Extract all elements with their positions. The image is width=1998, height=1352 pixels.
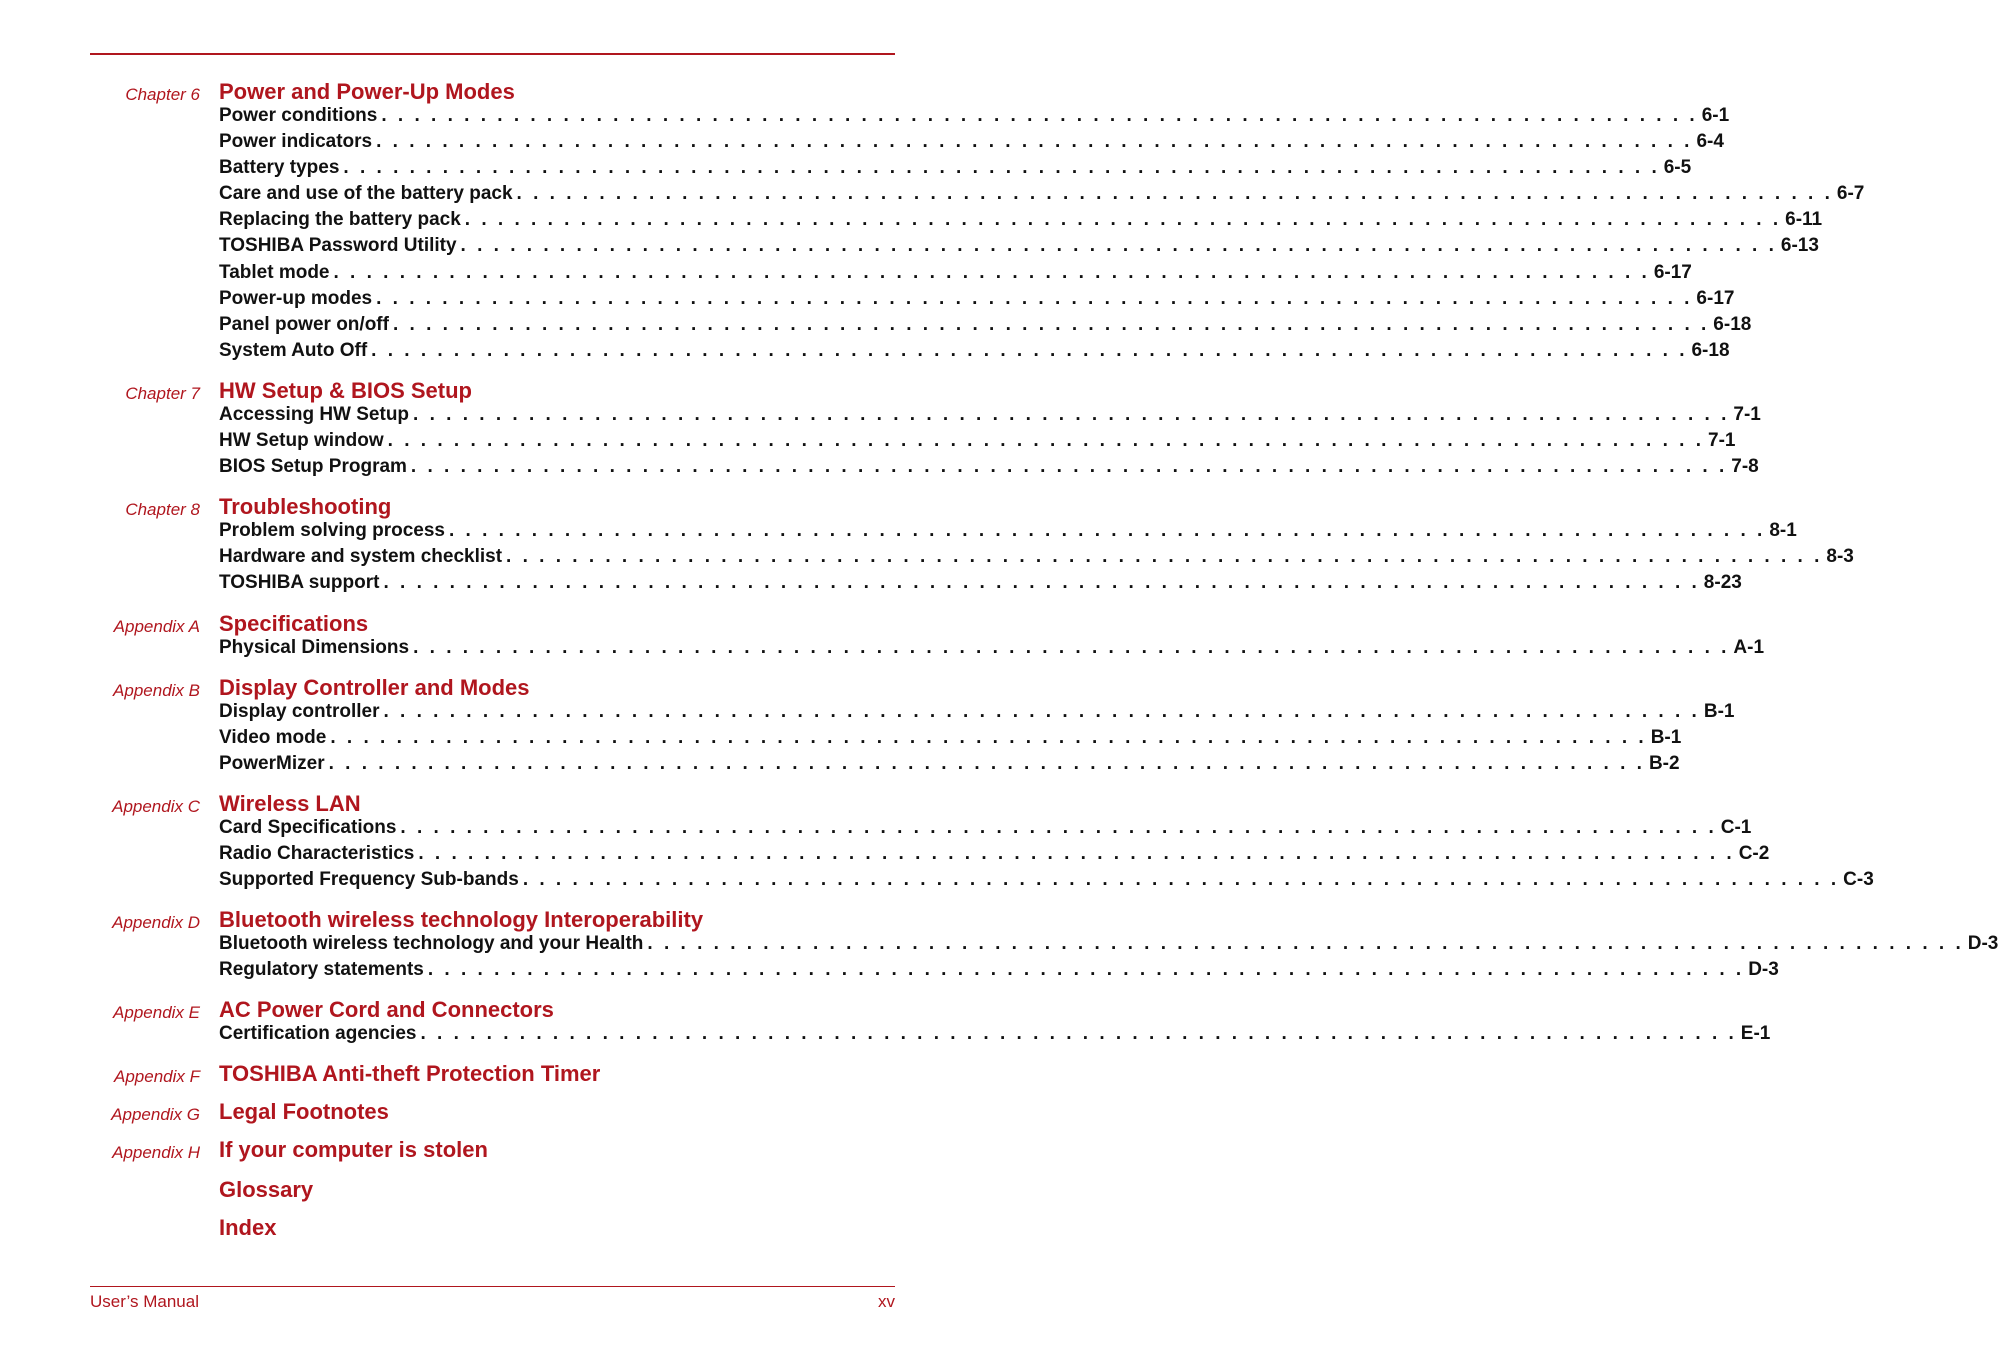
entry-title: TOSHIBA support — [219, 572, 380, 594]
toc-entry[interactable] — [219, 313, 1752, 340]
section-title-link[interactable]: Bluetooth wireless technology Interoperability — [219, 907, 704, 933]
section-heading — [0, 907, 954, 933]
toc-section — [0, 610, 1765, 663]
entry-title: Radio Characteristics — [219, 842, 415, 864]
section-title-link[interactable]: Troubleshooting — [219, 494, 392, 520]
dot-leader: . . . . . . . . . . . . . . . . . . . . . . . . . . . . . . . . . . . . . . . . . . . . . . . . . . . . . . . . . . . . . . . . . . . . . . . . . . . . . . . . — [371, 339, 1688, 361]
entry-title: Panel power on/off — [219, 313, 389, 335]
entry-title: Accessing HW Setup — [219, 403, 410, 425]
entry-title: Video mode — [219, 726, 327, 748]
section-label: Appendix B — [113, 680, 200, 700]
section-heading — [0, 378, 954, 404]
toc-entry[interactable] — [219, 403, 1761, 430]
dot-leader: . . . . . . . . . . . . . . . . . . . . . . . . . . . . . . . . . . . . . . . . . . . . . . . . . . . . . . . . . . . . . . . . . . . . . . . . . . . . . . . . — [647, 933, 1964, 955]
section-heading — [0, 1137, 954, 1163]
toc-entry[interactable] — [219, 430, 1736, 456]
dot-leader: . . . . . . . . . . . . . . . . . . . . . . . . . . . . . . . . . . . . . . . . . . . . . . . . . . . . . . . . . . . . . . . . . . . . . . . . . . . . . . . . — [413, 636, 1730, 658]
entry-title: Battery types — [219, 157, 340, 179]
entry-page-number: 6-1 — [1701, 105, 1730, 126]
entry-page-number: 6-18 — [1713, 313, 1752, 335]
entry-title: BIOS Setup Program — [219, 456, 407, 478]
entry-page-number: D-3 — [1748, 959, 1779, 981]
toc-entry[interactable] — [219, 933, 1998, 959]
toc-entry[interactable] — [219, 572, 1742, 598]
entry-page-number: B-1 — [1703, 700, 1735, 722]
entry-title: Display controller — [219, 700, 380, 722]
toc-entry[interactable] — [219, 261, 1692, 288]
entry-page-number: 8-1 — [1769, 520, 1797, 542]
section-title-link[interactable]: TOSHIBA Anti-theft Protection Timer — [219, 1061, 601, 1087]
dot-leader: . . . . . . . . . . . . . . . . . . . . . . . . . . . . . . . . . . . . . . . . . . . . . . . . . . . . . . . . . . . . . . . . . . . . . . . . . . . . . . . . — [420, 1023, 1737, 1045]
dot-leader: . . . . . . . . . . . . . . . . . . . . . . . . . . . . . . . . . . . . . . . . . . . . . . . . . . . . . . . . . . . . . . . . . . . . . . . . . . . . . . . . — [376, 287, 1693, 309]
section-heading — [0, 1099, 954, 1125]
toc-entry[interactable] — [219, 339, 1730, 366]
section-label: Chapter 8 — [125, 500, 200, 520]
toc-section — [0, 79, 1865, 366]
dot-leader: . . . . . . . . . . . . . . . . . . . . . . . . . . . . . . . . . . . . . . . . . . . . . . . . . . . . . . . . . . . . . . . . . . . . . . . . . . . . . . . . — [376, 131, 1693, 153]
section-title-link[interactable]: Wireless LAN — [219, 790, 361, 816]
dot-leader: . . . . . . . . . . . . . . . . . . . . . . . . . . . . . . . . . . . . . . . . . . . . . . . . . . . . . . . . . . . . . . . . . . . . . . . . . . . . . . . . — [418, 842, 1735, 864]
section-heading — [0, 1215, 954, 1241]
section-heading — [0, 1177, 954, 1203]
dot-leader: . . . . . . . . . . . . . . . . . . . . . . . . . . . . . . . . . . . . . . . . . . . . . . . . . . . . . . . . . . . . . . . . . . . . . . . . . . . . . . . . — [506, 546, 1823, 568]
dot-leader: . . . . . . . . . . . . . . . . . . . . . . . . . . . . . . . . . . . . . . . . . . . . . . . . . . . . . . . . . . . . . . . . . . . . . . . . . . . . . . . . — [328, 752, 1645, 774]
entry-page-number: E-1 — [1740, 1023, 1771, 1045]
dot-leader: . . . . . . . . . . . . . . . . . . . . . . . . . . . . . . . . . . . . . . . . . . . . . . . . . . . . . . . . . . . . . . . . . . . . . . . . . . . . . . . . — [464, 209, 1782, 231]
section-title-link[interactable]: Display Controller and Modes — [219, 674, 530, 700]
footer-page-number: xv — [878, 1292, 895, 1311]
entry-title: Certification agencies — [219, 1023, 417, 1045]
section-heading — [0, 675, 954, 701]
section-title-link[interactable]: Glossary — [219, 1177, 314, 1203]
section-label: Appendix F — [114, 1067, 200, 1087]
dot-leader: . . . . . . . . . . . . . . . . . . . . . . . . . . . . . . . . . . . . . . . . . . . . . . . . . . . . . . . . . . . . . . . . . . . . . . . . . . . . . . . . — [413, 403, 1730, 425]
section-title-link[interactable]: AC Power Cord and Connectors — [219, 997, 554, 1023]
section-label: Chapter 6 — [125, 85, 200, 104]
dot-leader: . . . . . . . . . . . . . . . . . . . . . . . . . . . . . . . . . . . . . . . . . . . . . . . . . . . . . . . . . . . . . . . . . . . . . . . . . . . . . . . . — [330, 726, 1647, 748]
entry-page-number: C-3 — [1843, 869, 1874, 891]
entry-page-number: 7-8 — [1731, 456, 1759, 478]
section-heading — [0, 611, 954, 637]
entry-page-number: C-2 — [1738, 842, 1770, 864]
dot-leader: . . . . . . . . . . . . . . . . . . . . . . . . . . . . . . . . . . . . . . . . . . . . . . . . . . . . . . . . . . . . . . . . . . . . . . . . . . . . . . . . — [410, 456, 1728, 478]
toc-section — [0, 494, 1854, 598]
section-title-link[interactable]: Specifications — [219, 610, 369, 636]
toc-entry[interactable] — [219, 456, 1759, 482]
entry-page-number: B-2 — [1648, 752, 1680, 774]
dot-leader: . . . . . . . . . . . . . . . . . . . . . . . . . . . . . . . . . . . . . . . . . . . . . . . . . . . . . . . . . . . . . . . . . . . . . . . . . . . . . . . . — [516, 183, 1833, 205]
section-heading — [0, 1061, 954, 1087]
toc-section — [0, 674, 1735, 779]
toc-entry[interactable] — [219, 959, 1779, 985]
toc-entry[interactable] — [219, 287, 1735, 314]
dot-leader: . . . . . . . . . . . . . . . . . . . . . . . . . . . . . . . . . . . . . . . . . . . . . . . . . . . . . . . . . . . . . . . . . . . . . . . . . . . . . . . . — [333, 261, 1650, 283]
entry-title: Bluetooth wireless technology and your Health — [219, 933, 644, 955]
section-title-link[interactable]: Index — [219, 1215, 277, 1241]
toc-section — [0, 377, 1761, 482]
toc-entry[interactable] — [219, 700, 1735, 727]
section-label: Appendix A — [113, 616, 200, 636]
entry-page-number: 6-18 — [1691, 339, 1730, 361]
table-of-contents — [0, 79, 1998, 1253]
entry-page-number: B-1 — [1650, 726, 1682, 748]
entry-title: Replacing the battery pack — [219, 209, 461, 231]
dot-leader: . . . . . . . . . . . . . . . . . . . . . . . . . . . . . . . . . . . . . . . . . . . . . . . . . . . . . . . . . . . . . . . . . . . . . . . . . . . . . . . . — [387, 430, 1704, 452]
entry-page-number: A-1 — [1733, 636, 1765, 658]
entry-page-number: 6-11 — [1785, 209, 1823, 231]
footer-rule — [90, 1286, 895, 1287]
entry-title: Card Specifications — [219, 816, 397, 838]
toc-section — [0, 1137, 954, 1163]
entry-title: Problem solving process — [219, 520, 445, 542]
section-label: Chapter 7 — [125, 383, 200, 403]
entry-page-number: 7-1 — [1733, 403, 1761, 425]
entry-title: Care and use of the battery pack — [219, 183, 513, 205]
dot-leader: . . . . . . . . . . . . . . . . . . . . . . . . . . . . . . . . . . . . . . . . . . . . . . . . . . . . . . . . . . . . . . . . . . . . . . . . . . . . . . . . — [343, 157, 1660, 179]
toc-entry[interactable] — [219, 869, 1874, 895]
entry-title: PowerMizer — [219, 752, 325, 774]
entry-title: Supported Frequency Sub-bands — [219, 869, 519, 891]
entry-page-number: 6-13 — [1780, 235, 1819, 257]
entry-page-number: 6-4 — [1696, 131, 1724, 153]
section-label: Appendix C — [112, 796, 200, 816]
entry-page-number: 7-1 — [1708, 430, 1736, 452]
dot-leader: . . . . . . . . . . . . . . . . . . . . . . . . . . . . . . . . . . . . . . . . . . . . . . . . . . . . . . . . . . . . . . . . . . . . . . . . . . . . . . . . — [383, 572, 1700, 594]
section-heading — [0, 79, 954, 105]
entry-title: Tablet mode — [219, 261, 330, 283]
toc-entry[interactable] — [219, 1023, 1771, 1049]
entry-page-number: 6-17 — [1653, 261, 1692, 283]
section-heading — [0, 494, 954, 520]
entry-title: Power conditions — [219, 105, 378, 126]
section-label: Appendix E — [113, 1003, 200, 1023]
section-heading — [0, 997, 954, 1023]
toc-section — [0, 1177, 954, 1203]
toc-entry[interactable] — [219, 520, 1797, 546]
entry-title: Regulatory statements — [219, 959, 424, 981]
entry-page-number: 6-5 — [1663, 157, 1692, 179]
footer-manual-title: User’s Manual — [90, 1292, 199, 1311]
entry-page-number: 8-23 — [1703, 572, 1742, 594]
entry-title: Hardware and system checklist — [219, 546, 503, 568]
toc-entry[interactable] — [219, 726, 1682, 753]
entry-title: TOSHIBA Password Utility — [219, 235, 457, 257]
toc-section — [0, 790, 1874, 895]
toc-section — [0, 1215, 954, 1241]
section-title-link[interactable]: Legal Footnotes — [219, 1099, 389, 1125]
dot-leader: . . . . . . . . . . . . . . . . . . . . . . . . . . . . . . . . . . . . . . . . . . . . . . . . . . . . . . . . . . . . . . . . . . . . . . . . . . . . . . . . — [392, 313, 1710, 335]
toc-entry[interactable] — [219, 752, 1680, 779]
entry-title: Power-up modes — [219, 287, 373, 309]
toc-entry[interactable] — [219, 209, 1823, 235]
toc-section — [0, 997, 1771, 1049]
toc-entry[interactable] — [219, 157, 1692, 183]
entry-page-number: 6-17 — [1696, 287, 1735, 309]
section-label: Appendix G — [111, 1105, 200, 1125]
toc-entry[interactable] — [219, 842, 1770, 869]
entry-page-number: D-3 — [1967, 933, 1998, 955]
toc-entry[interactable] — [219, 183, 1865, 209]
dot-leader: . . . . . . . . . . . . . . . . . . . . . . . . . . . . . . . . . . . . . . . . . . . . . . . . . . . . . . . . . . . . . . . . . . . . . . . . . . . . . . . . — [448, 520, 1766, 542]
dot-leader: . . . . . . . . . . . . . . . . . . . . . . . . . . . . . . . . . . . . . . . . . . . . . . . . . . . . . . . . . . . . . . . . . . . . . . . . . . . . . . . . — [400, 816, 1717, 838]
entry-title: Power indicators — [219, 131, 373, 153]
entry-page-number: 6-7 — [1836, 183, 1865, 205]
toc-entry[interactable] — [219, 131, 1724, 157]
header-rule — [90, 53, 895, 55]
section-label: Appendix H — [112, 1143, 200, 1163]
section-title-link[interactable]: HW Setup & BIOS Setup — [219, 377, 472, 403]
toc-entry[interactable] — [219, 546, 1854, 572]
entry-page-number: C-1 — [1720, 816, 1752, 838]
entry-page-number: 8-3 — [1826, 546, 1854, 568]
dot-leader: . . . . . . . . . . . . . . . . . . . . . . . . . . . . . . . . . . . . . . . . . . . . . . . . . . . . . . . . . . . . . . . . . . . . . . . . . . . . . . . . — [522, 869, 1840, 891]
toc-section — [0, 1099, 954, 1125]
toc-entry[interactable] — [219, 816, 1752, 843]
dot-leader: . . . . . . . . . . . . . . . . . . . . . . . . . . . . . . . . . . . . . . . . . . . . . . . . . . . . . . . . . . . . . . . . . . . . . . . . . . . . . . . . — [383, 700, 1700, 722]
toc-entry[interactable] — [219, 235, 1819, 261]
dot-leader: . . . . . . . . . . . . . . . . . . . . . . . . . . . . . . . . . . . . . . . . . . . . . . . . . . . . . . . . . . . . . . . . . . . . . . . . . . . . . . . . — [381, 105, 1698, 126]
dot-leader: . . . . . . . . . . . . . . . . . . . . . . . . . . . . . . . . . . . . . . . . . . . . . . . . . . . . . . . . . . . . . . . . . . . . . . . . . . . . . . . . — [460, 235, 1777, 257]
toc-section — [0, 1061, 954, 1087]
toc-section — [0, 907, 1998, 985]
toc-entry[interactable] — [219, 636, 1765, 663]
section-title-link[interactable]: Power and Power-Up Modes — [219, 79, 515, 104]
section-label: Appendix D — [112, 913, 200, 933]
section-title-link[interactable]: If your computer is stolen — [219, 1137, 488, 1163]
section-heading — [0, 791, 954, 817]
toc-entry[interactable] — [219, 105, 1730, 131]
entry-title: HW Setup window — [219, 430, 384, 452]
dot-leader: . . . . . . . . . . . . . . . . . . . . . . . . . . . . . . . . . . . . . . . . . . . . . . . . . . . . . . . . . . . . . . . . . . . . . . . . . . . . . . . . — [427, 959, 1745, 981]
entry-title: System Auto Off — [219, 339, 368, 361]
entry-title: Physical Dimensions — [219, 636, 410, 658]
